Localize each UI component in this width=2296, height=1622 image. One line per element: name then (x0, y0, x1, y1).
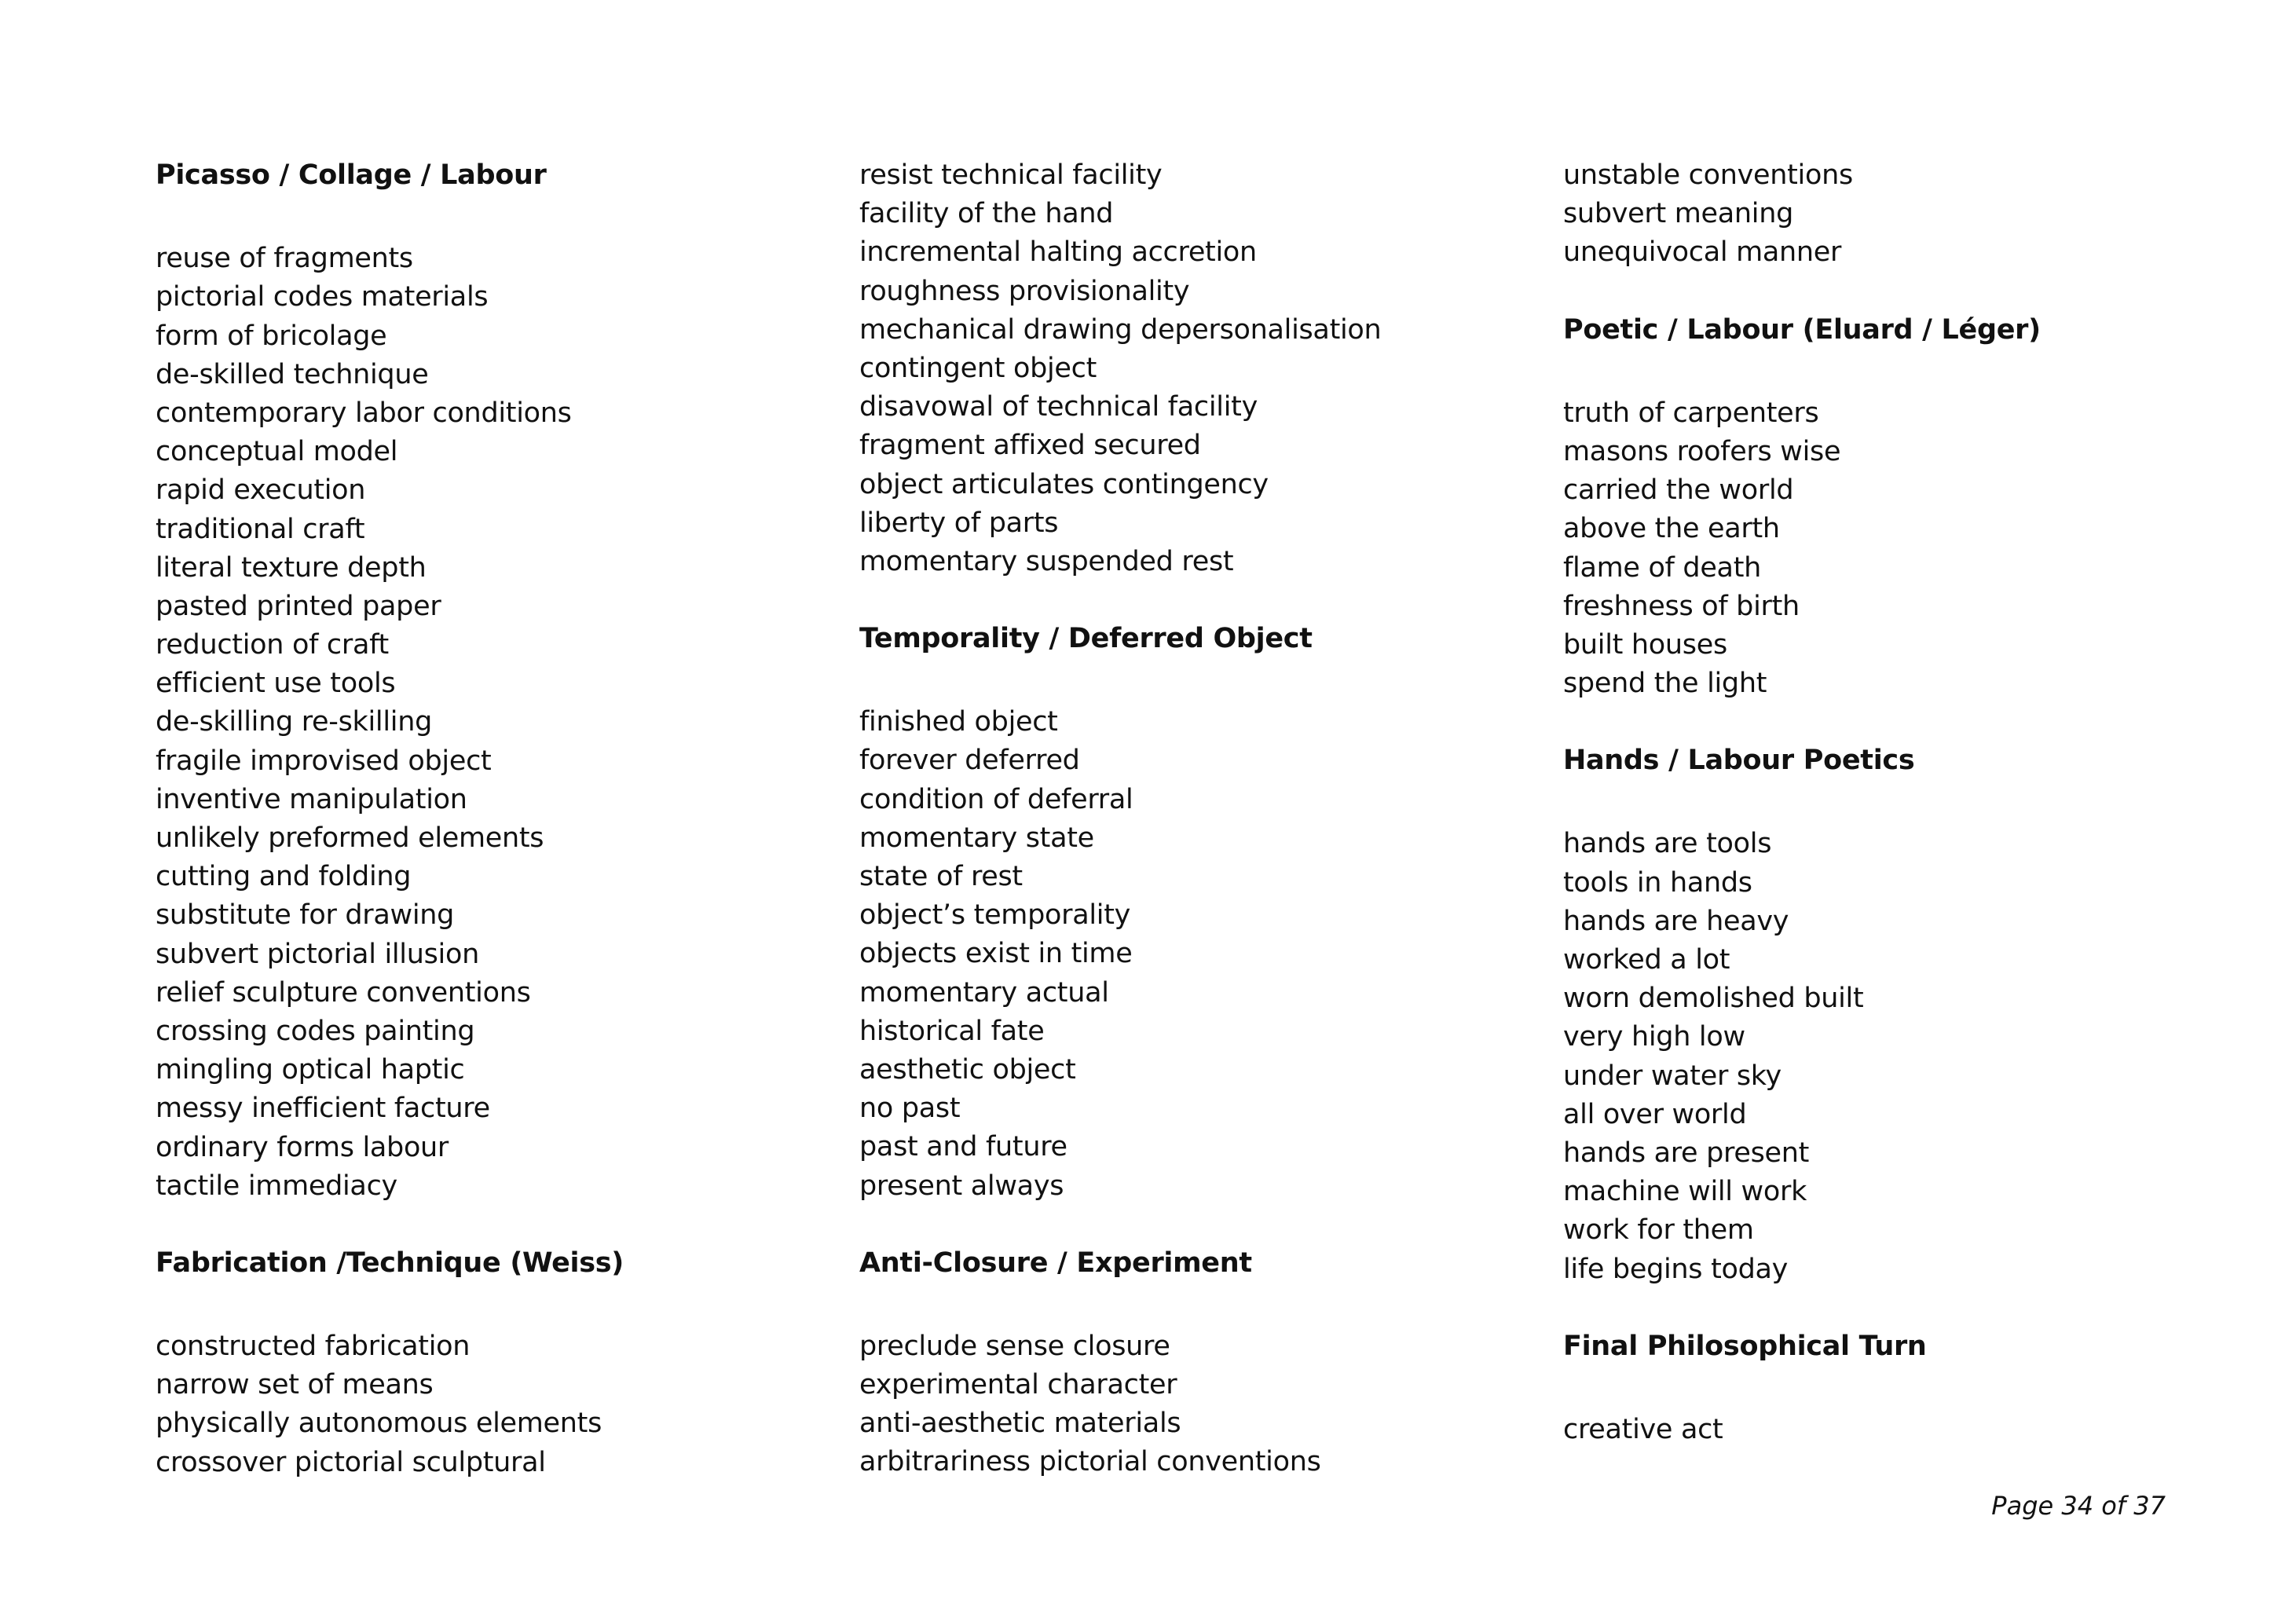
section (859, 156, 1503, 581)
section (1563, 311, 2207, 704)
column-1 (156, 156, 800, 1521)
section (156, 156, 800, 1206)
list-item: rapid execution (156, 474, 366, 507)
list-item: flame of death (1563, 551, 1762, 584)
section (859, 620, 1503, 1206)
list-item: condition of deferral (859, 783, 1133, 815)
list-item: masons roofers wise (1563, 435, 1841, 467)
list-item: arbitrariness pictorial conventions (859, 1446, 1321, 1478)
list-item: liberty of parts (859, 507, 1059, 539)
section (1563, 156, 2207, 273)
list-item: contemporary labor conditions (156, 397, 572, 429)
section (1563, 741, 2207, 1288)
list-item: carried the world (1563, 474, 1794, 507)
section-heading: Temporality / Deferred Object (859, 623, 1313, 655)
list-item: present always (859, 1170, 1064, 1202)
list-item: crossover pictorial sculptural (156, 1446, 546, 1478)
list-item: spend the light (1563, 668, 1767, 700)
list-item: subvert pictorial illusion (156, 938, 479, 970)
list-item: efficient use tools (156, 668, 396, 700)
list-item: reduction of craft (156, 629, 389, 661)
list-item: conceptual model (156, 436, 398, 468)
list-item: work for them (1563, 1214, 1754, 1247)
list-item: objects exist in time (859, 938, 1133, 970)
column-3 (1563, 156, 2207, 1488)
list-item: under water sky (1563, 1060, 1782, 1092)
section-heading: Final Philosophical Turn (1563, 1330, 1927, 1362)
section (1563, 1327, 2207, 1449)
list-item: literal texture depth (156, 551, 427, 584)
list-item: all over world (1563, 1098, 1747, 1130)
list-item: tools in hands (1563, 866, 1752, 899)
list-item: momentary state (859, 822, 1094, 854)
list-item: relief sculpture conventions (156, 976, 531, 1009)
list-item: worked a lot (1563, 944, 1730, 976)
list-item: life begins today (1563, 1253, 1789, 1285)
list-item: resist technical facility (859, 159, 1163, 191)
list-item: object’s temporality (859, 899, 1131, 932)
list-item: creative act (1563, 1413, 1723, 1445)
list-item: preclude sense closure (859, 1330, 1170, 1362)
list-item: state of rest (859, 861, 1023, 892)
list-item: hands are present (1563, 1137, 1810, 1169)
list-item: inventive manipulation (156, 783, 467, 815)
list-item: fragment affixed secured (859, 430, 1201, 462)
section-heading: Anti-Closure / Experiment (859, 1247, 1252, 1279)
list-item: object articulates contingency (859, 468, 1269, 500)
list-item: facility of the hand (859, 198, 1114, 230)
list-item: roughness provisionality (859, 275, 1190, 307)
page-number: Page 34 of 37 (1991, 1491, 2166, 1521)
list-item: finished object (859, 706, 1058, 738)
section-heading: Hands / Labour Poetics (1563, 745, 1915, 777)
list-item: fragile improvised object (156, 745, 492, 777)
list-item: forever deferred (859, 745, 1080, 777)
list-item: substitute for drawing (156, 899, 455, 932)
list-item: mingling optical haptic (156, 1054, 465, 1086)
list-item: pasted printed paper (156, 590, 441, 622)
list-item: narrow set of means (156, 1369, 434, 1401)
list-item: physically autonomous elements (156, 1408, 602, 1440)
list-item: past and future (859, 1131, 1067, 1163)
list-item: de-skilled technique (156, 358, 429, 390)
list-item: subvert meaning (1563, 198, 1794, 230)
list-item: momentary actual (859, 976, 1109, 1009)
list-item: constructed fabrication (156, 1331, 471, 1363)
section-heading: Fabrication /Technique (Weiss) (156, 1247, 624, 1279)
list-item: reuse of fragments (156, 243, 413, 275)
section (859, 1244, 1503, 1482)
list-item: cutting and folding (156, 861, 412, 893)
section-heading: Poetic / Labour (Eluard / Léger) (1563, 313, 2041, 346)
list-item: form of bricolage (156, 320, 387, 352)
list-item: disavowal of technical facility (859, 391, 1258, 423)
list-item: contingent object (859, 352, 1097, 384)
list-item: very high low (1563, 1021, 1745, 1053)
list-item: messy inefficient facture (156, 1093, 490, 1125)
list-item: ordinary forms labour (156, 1131, 449, 1163)
list-item: hands are heavy (1563, 905, 1789, 937)
list-item: built houses (1563, 628, 1727, 661)
list-item: unlikely preformed elements (156, 822, 544, 854)
list-item: de-skilling re-skilling (156, 706, 432, 738)
list-item: unstable conventions (1563, 159, 1853, 191)
list-item: momentary suspended rest (859, 545, 1234, 577)
list-item: aesthetic object (859, 1053, 1076, 1086)
list-item: traditional craft (156, 513, 365, 545)
list-item: worn demolished built (1563, 983, 1864, 1015)
list-item: truth of carpenters (1563, 397, 1819, 429)
list-item: mechanical drawing depersonalisation (859, 313, 1382, 346)
list-item: above the earth (1563, 513, 1780, 545)
list-item: machine will work (1563, 1176, 1807, 1208)
list-item: freshness of birth (1563, 590, 1800, 622)
list-item: no past (859, 1093, 961, 1125)
column-2 (859, 156, 1503, 1521)
section (156, 1244, 800, 1482)
list-item: experimental character (859, 1369, 1177, 1401)
list-item: historical fate (859, 1015, 1045, 1047)
list-item: crossing codes painting (156, 1015, 475, 1047)
list-item: hands are tools (1563, 828, 1772, 860)
list-item: incremental halting accretion (859, 236, 1257, 269)
list-item: unequivocal manner (1563, 236, 1842, 269)
list-item: tactile immediacy (156, 1170, 397, 1202)
list-item: anti-aesthetic materials (859, 1408, 1181, 1440)
section-heading: Picasso / Collage / Labour (156, 159, 547, 191)
list-item: pictorial codes materials (156, 281, 489, 313)
